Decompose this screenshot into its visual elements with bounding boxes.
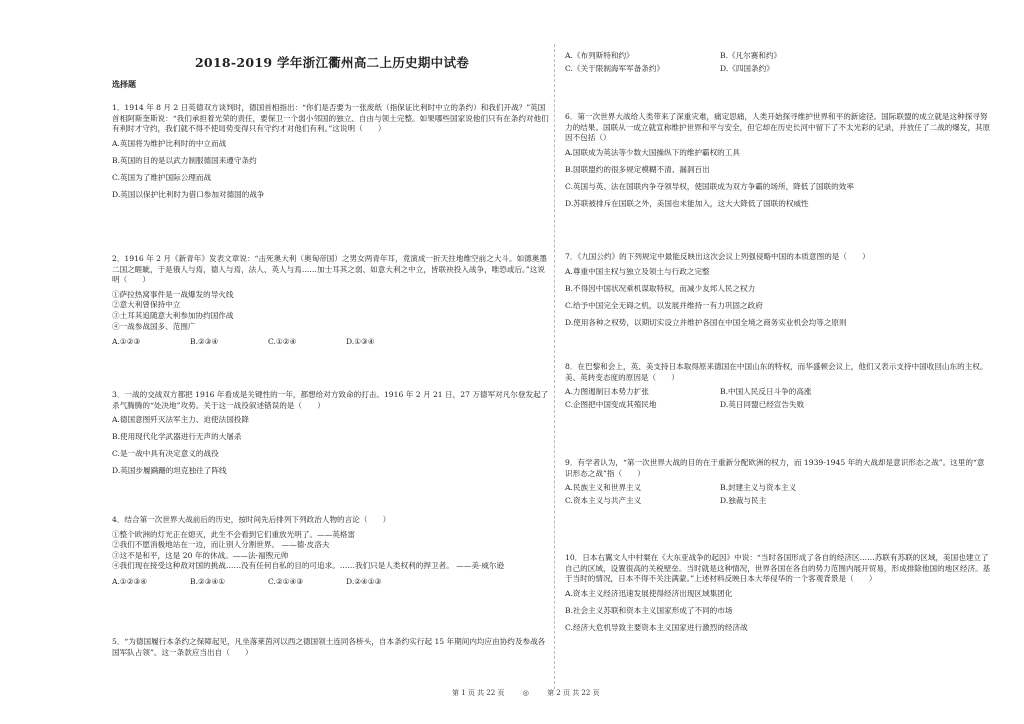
page-number-left: 第 1 页 共 22 页 xyxy=(452,689,505,697)
option: C.《关于限制海军军备条约》 xyxy=(565,63,665,73)
question-2 xyxy=(112,254,552,348)
statement-item: ①萨拉热窝事件是一战爆发的导火线 xyxy=(112,289,234,299)
question-stem: 7．《九国公约》的下列规定中最能反映出这次会议上列强侵略中国的本质意图的是（ ） xyxy=(565,252,870,261)
option: D.英国以保护比利时为借口参加对德国的战争 xyxy=(112,190,265,200)
option: D.英日同盟已经宣告失败 xyxy=(720,399,805,409)
question-6 xyxy=(565,112,992,216)
option: B.②③④① xyxy=(190,576,226,586)
page-number-right: 第 2 页 共 22 页 xyxy=(547,689,600,697)
footer-separator: ◎ xyxy=(522,689,529,697)
statement-item: ②意大利曾保持中立 xyxy=(112,300,181,310)
question-stem: 3．一战的交战双方都把 1916 年看成是关键性的一年，都想给对方致命的打击。1916 年 2 月 21 日，27 万德军对凡尔登发起了杀气腾腾的“处决地”攻势。关于这一战役叙述错误的是（ ） xyxy=(112,390,549,410)
option: B.国联盟约的很多规定模糊不清、漏洞百出 xyxy=(565,164,710,174)
question-1 xyxy=(112,103,552,207)
option: B.封建主义与资本主义 xyxy=(720,483,797,493)
option: C.资本主义与共产主义 xyxy=(565,495,642,505)
question-4 xyxy=(112,515,552,588)
question-5-options xyxy=(565,51,992,74)
option-grid xyxy=(565,387,992,410)
statement-item: ④我们现在接受这种敌对国的挑战……没有任何自私的目的可追求。……我们只是人类权利的捍卫者。 ——美·威尔逊 xyxy=(112,561,505,571)
question-stem: 5．“为德国履行本条约之保障起见，凡坐落莱茵河以西之德国领土连同各桥头，自本条约实行起 15 年期间内均应由协约及参战各国军队占领”。这一条款应当出自（ ） xyxy=(112,637,546,657)
statement-item: ①整个欧洲的灯光正在熄灭，此生不会看到它们重放光明了。——英格雷 xyxy=(112,529,355,539)
question-stem: 2．1916 年 2 月《新青年》发表文章说：“击死奥大利（奥匈帝国）之男女两青年耳，竟演成一折天拄地维空前之大斗。如德奥墨二国之睚眦，于是俄人与焉，德人与焉，法人、英人与焉……加士耳其之弱、如意大利之中立，皆联袂投入战争，唯恐或后。”这说明（ ） xyxy=(112,254,547,285)
option: B.社会主义苏联和资本主义国家形成了不同的市场 xyxy=(565,605,733,615)
statement-item: ②我们不愿消极地站在一边，而让别人分割世界。 ——德·皮洛夫 xyxy=(112,540,330,550)
section-heading: 选择题 xyxy=(112,79,136,89)
option: A.尊重中国主权与独立及领土与行政之完整 xyxy=(565,266,710,276)
statement-item: ③这不是和平，这是 20 年的休战。——法·福煦元帅 xyxy=(112,550,289,560)
question-stem: 8．在巴黎和会上，英、美支持日本取得原来德国在中国山东的特权，而华盛顿会议上，他们又表示支持中国收回山东的主权。美、英转变态度的原因是（ ） xyxy=(565,362,988,382)
question-10 xyxy=(565,553,992,640)
question-stem: 1．1914 年 8 月 2 日英德双方谈判时，德国首相指出：“你们是否要为一张废纸（指保证比利时中立的条约）和我们开战？”英国首相阿斯奎斯说：“我们承担着光荣的责任，要保卫一个弱小邻国的独立、自由与领土完整。如果哪些国家说他们只有在条约对他们有利时才守约，我们就不得不使局势变得只有守约才对他们有利。”这说明（ ） xyxy=(112,103,549,134)
option: D.①③④ xyxy=(346,337,375,347)
option: D.独裁与民主 xyxy=(720,495,767,505)
option-row xyxy=(112,577,552,588)
option: B.英国的目的是以武力制服德国来遵守条约 xyxy=(112,155,257,165)
option: A.《布列斯特和约》 xyxy=(565,51,634,60)
option-grid xyxy=(565,483,992,506)
option: A.国联成为英法等少数大国操纵下的维护霸权的工具 xyxy=(565,147,740,157)
option: A.英国将为维护比利时的中立而战 xyxy=(112,138,227,148)
option: C.②①④③ xyxy=(268,576,304,586)
question-5 xyxy=(112,637,552,662)
option: B.《凡尔赛和约》 xyxy=(720,51,782,60)
option: B.②③④ xyxy=(190,337,219,347)
option: A.资本主义经济迅速发展使得经济出现区域集团化 xyxy=(565,588,733,598)
option: A.①②③④ xyxy=(112,576,148,586)
question-8 xyxy=(565,362,992,410)
option: C.①②④ xyxy=(268,337,297,347)
option: C.经济大危机导致主要资本主义国家进行激烈的经济战 xyxy=(565,622,748,632)
question-stem: 10．日本右翼文人中村粲在《大东亚战争的起因》中说：“当时各国形成了各自的经济区……苏联有苏联的区域，美国也建立了自己的区域，设置很高的关税壁垒。当时就是这种情况，世界各国在各自的势力范围内展开贸易，形成排除他国的地区经济。基于当时的情况，日本不得不关注满蒙。”上述材料反映日本大举侵华的一个客观背景是（ ） xyxy=(565,553,991,584)
question-stem: 9．有学者认为，“第一次世界大战的目的在于重新分配欧洲的权力，而 1939-1945 年的大战却是意识形态之战”。这里的“意识形态之战”指（ ） xyxy=(565,458,985,478)
option-grid xyxy=(565,51,992,74)
question-7 xyxy=(565,252,992,335)
option: D.苏联被排斥在国联之外，美国也未能加入，这大大降低了国联的权威性 xyxy=(565,199,809,209)
question-9 xyxy=(565,458,992,506)
option: C.企图把中国变成其殖民地 xyxy=(565,399,657,409)
option: A.力图遏制日本势力扩张 xyxy=(565,387,649,397)
option: D.英国步履蹒跚的坦克独往了阵线 xyxy=(112,466,227,476)
option: C.给予中国完全无碍之机，以发展并维持一有力巩固之政府 xyxy=(565,300,763,310)
question-stem: 6．第一次世界大战给人类带来了深重灾难，痛定思痛，人类开始探寻维护世界和平的新途径。国际联盟的成立就是这种探寻努力的结果。国联从一成立就宣称维护世界和平与安全，但它却在历史长河中留下了不太光彩的记录，并放任了二战的爆发，其原因不包括（） xyxy=(565,112,991,143)
statement-item: ③土耳其追随意大利参加协约国作战 xyxy=(112,310,234,320)
option: B.使用现代化学武器进行无声的大屠杀 xyxy=(112,432,242,442)
exam-title: 2018-2019 学年浙江衢州高二上历史期中试卷 xyxy=(194,55,470,70)
option-row xyxy=(112,337,552,348)
option: D.②④①③ xyxy=(346,576,382,586)
option: C.是一战中具有决定意义的战役 xyxy=(112,449,219,459)
column-divider xyxy=(554,44,555,689)
page-footer xyxy=(452,688,616,698)
option: D.使用各种之权势，以期切实设立并维护各国在中国全境之商务实业机会均等之原则 xyxy=(565,317,847,327)
option: A.①②③ xyxy=(112,337,141,347)
option: B.中国人民反日斗争的高涨 xyxy=(720,387,812,397)
option: D.《四国条约》 xyxy=(720,63,774,73)
option: A.民族主义和世界主义 xyxy=(565,483,642,493)
option: B.不得因中国状况乘机谋取特权，而减少友邦人民之权力 xyxy=(565,283,756,293)
question-3 xyxy=(112,390,552,484)
question-stem: 4．结合第一次世界大战前后的历史，按时间先后排列下列政治人物的言论（ ） xyxy=(112,515,391,524)
option: C.英国为了维护国际公理而战 xyxy=(112,172,212,182)
option: C.英国与英、法在国联内争夺领导权，使国联成为双方争霸的场所，降低了国联的效率 xyxy=(565,181,854,191)
statement-item: ④一战参战国多、范围广 xyxy=(112,321,196,331)
option: A.德国意图歼灭法军主力、迫使法国投降 xyxy=(112,415,249,425)
